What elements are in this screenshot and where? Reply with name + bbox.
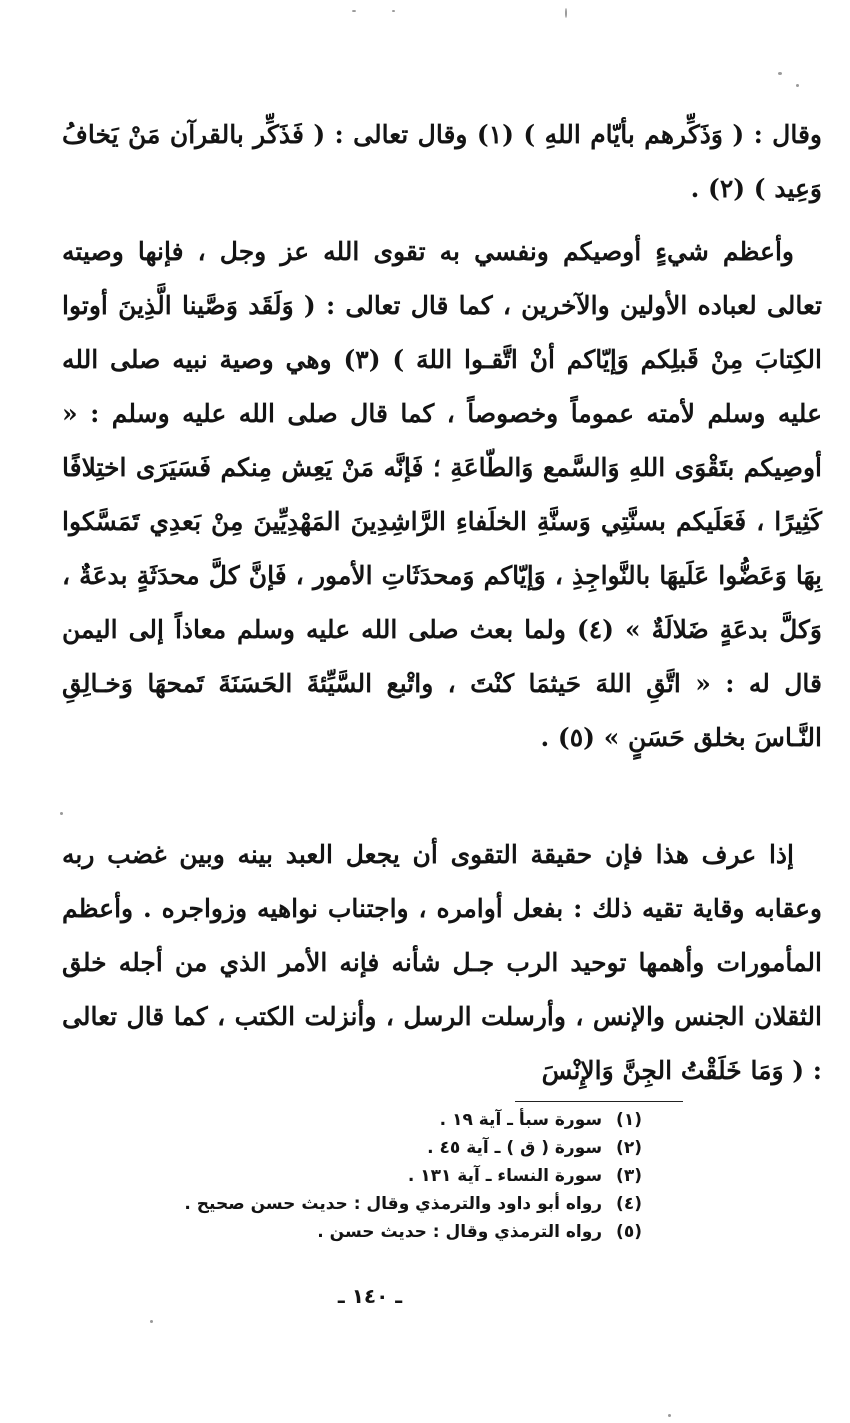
footnote-text: رواه الترمذي وقال : حديث حسن . (317, 1222, 603, 1242)
footnote-item (82, 1162, 642, 1190)
page-number: ـ ١٤٠ ـ (337, 1284, 403, 1308)
footnote-number: (٣) (616, 1166, 642, 1186)
scan-speck (778, 72, 782, 75)
scan-speck (392, 10, 395, 12)
footnote-separator (515, 1101, 683, 1102)
footnotes-list (82, 1106, 642, 1246)
scan-speck (565, 8, 567, 18)
footnote-item (82, 1134, 642, 1162)
footnote-text: سورة ( ق ) ـ آية ٤٥ . (427, 1138, 603, 1158)
footnote-number: (١) (616, 1110, 642, 1130)
footnote-text: رواه أبو داود والترمذي وقال : حديث حسن صحيح . (184, 1194, 603, 1214)
footnote-item (82, 1218, 642, 1246)
footnote-number: (٤) (616, 1194, 642, 1214)
scan-speck (60, 812, 63, 815)
footnote-text: سورة سبأ ـ آية ١٩ . (439, 1110, 603, 1130)
paragraph-taqwa-advice: وأعظم شيءٍ أوصيكم ونفسي به تقوى الله عز وجل ، فإنها وصيته تعالى لعباده الأولين والآخرين ، كما قال تعالى : ( وَلَقَد وَصَّينا الَّذِينَ أوتوا الكِتابَ مِنْ قَبلِكم وَإيّاكم أنْ اتَّقـوا اللهَ ) (٣) وهي وصية نبيه صلى الله عليه وسلم لأمته عموماً وخصوصاً ، كما قال صلى الله عليه وسلم : « أوصِيكم بتَقْوَى اللهِ وَالسَّمع وَالطّاعَةِ ؛ فَإنَّه مَنْ يَعِش مِنكم فَسَيَرَى اختِلافًا كَثِيرًا ، فَعَلَيكم بسنَّتِي وَسنَّةِ الخلَفاءِ الرَّاشِدِينَ المَهْدِيِّينَ مِنْ بَعدِي تَمَسَّكوا بِهَا وَعَضُّوا عَلَيهَا بالنَّواجِذِ ، وَإيّاكم وَمحدَثَاتِ الأمور ، فَإنَّ كلَّ محدَثَةٍ بدعَةٌ ، وَكلَّ بدعَةٍ ضَلالَةٌ » (٤) ولما بعث صلى الله عليه وسلم معاذاً إلى اليمن قال له : « اتَّقِ اللهَ حَيثمَا كنْتَ ، واتْبع السَّيِّئةَ الحَسَنَةَ تَمحهَا وَخـالِقِ النَّـاسَ بخلق حَسَنٍ » (٥) . (62, 237, 822, 752)
scan-speck (150, 1320, 153, 1323)
scan-speck (796, 84, 799, 87)
paragraph-opening-verses: وقال : ( وَذَكِّرهم بأيّام اللهِ ) (١) وقال تعالى : ( فَذَكِّر بالقرآن مَنْ يَخافُ وَعِيد ) (٢) . (62, 120, 822, 203)
footnote-number: (٢) (616, 1138, 642, 1158)
scan-speck (352, 10, 356, 12)
footnote-text: سورة النساء ـ آية ١٣١ . (407, 1166, 603, 1186)
footnote-item (82, 1190, 642, 1218)
footnote-item (82, 1106, 642, 1134)
footnote-number: (٥) (616, 1222, 642, 1242)
scan-speck (668, 1414, 671, 1417)
paragraph-taqwa-definition: إذا عرف هذا فإن حقيقة التقوى أن يجعل العبد بينه وبين غضب ربه وعقابه وقاية تقيه ذلك : بفعل أوامره ، واجتناب نواهيه وزواجره . وأعظم المأمورات وأهمها توحيد الرب جـل شأنه فإنه الأمر الذي من أجله خلق الثقلان الجنس والإنس ، وأرسلت الرسل ، وأنزلت الكتب ، كما قال تعالى : ( وَمَا خَلَقْتُ الجِنَّ وَالإِنْسَ (62, 840, 822, 1085)
